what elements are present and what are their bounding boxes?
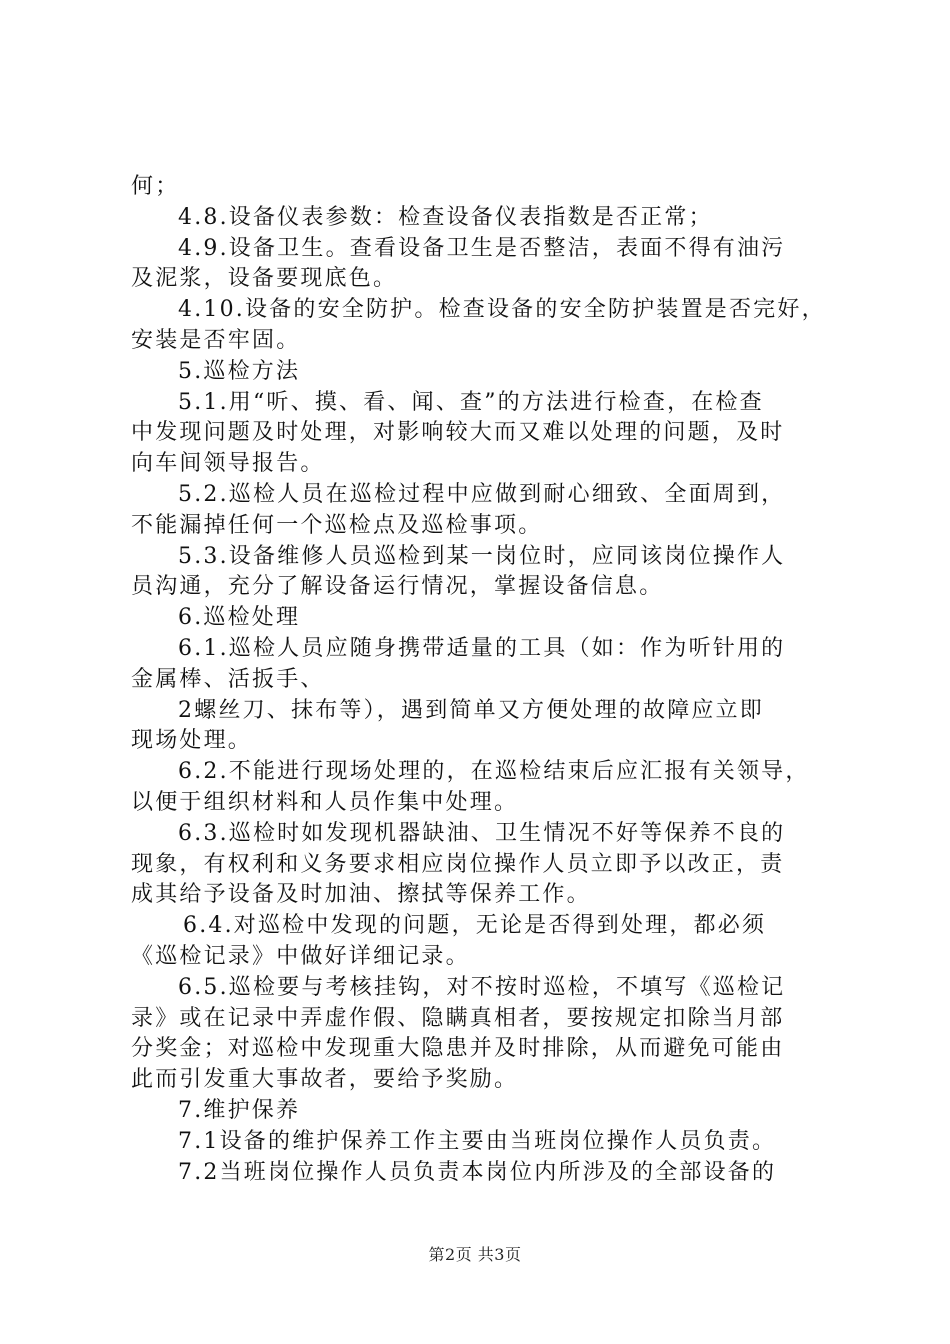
text-line: 6.3.巡检时如发现机器缺油、卫生情况不好等保养不良的 bbox=[178, 820, 786, 846]
text-line: 6.2.不能进行现场处理的，在巡检结束后应汇报有关领导， bbox=[178, 759, 810, 785]
text-line: 不能漏掉任何一个巡检点及巡检事项。 bbox=[131, 512, 543, 538]
text-line: 4.8.设备仪表参数：检查设备仪表指数是否正常； bbox=[178, 204, 713, 230]
text-line: 分奖金；对巡检中发现重大隐患并及时排除，从而避免可能由 bbox=[131, 1036, 785, 1062]
section-heading: 5.巡检方法 bbox=[178, 358, 301, 384]
text-line: 现场处理。 bbox=[131, 728, 253, 754]
text-line: 4.9.设备卫生。查看设备卫生是否整洁，表面不得有油污 bbox=[178, 235, 786, 261]
text-line: 5.2.巡检人员在巡检过程中应做到耐心细致、全面周到， bbox=[178, 481, 786, 507]
text-line: 成其给予设备及时加油、擦拭等保养工作。 bbox=[131, 882, 591, 908]
text-line: 6.5.巡检要与考核挂钩，对不按时巡检，不填写《巡检记 bbox=[178, 974, 786, 1000]
text-line: 7.1设备的维护保养工作主要由当班岗位操作人员负责。 bbox=[178, 1128, 777, 1154]
page-footer bbox=[0, 1242, 950, 1265]
text-line: 7.2当班岗位操作人员负责本岗位内所涉及的全部设备的 bbox=[178, 1159, 777, 1185]
text-line: 6.4.对巡检中发现的问题，无论是否得到处理，都必须 bbox=[183, 913, 767, 939]
text-line: 安装是否牢固。 bbox=[131, 327, 301, 353]
text-line: 5.3.设备维修人员巡检到某一岗位时，应同该岗位操作人 bbox=[178, 543, 786, 569]
text-line: 及泥浆，设备要现底色。 bbox=[131, 266, 398, 292]
text-line: 中发现问题及时处理，对影响较大而又难以处理的问题，及时 bbox=[131, 420, 785, 446]
text-line: 2螺丝刀、抹布等），遇到简单又方便处理的故障应立即 bbox=[178, 697, 764, 723]
text-line: 以便于组织材料和人员作集中处理。 bbox=[131, 789, 519, 815]
text-line: 向车间领导报告。 bbox=[131, 451, 325, 477]
section-heading: 6.巡检处理 bbox=[178, 605, 301, 631]
document-body bbox=[131, 172, 831, 1188]
text-line: 员沟通，充分了解设备运行情况，掌握设备信息。 bbox=[131, 574, 664, 600]
text-line: 5.1.用“听、摸、看、闻、查”的方法进行检查，在检查 bbox=[178, 389, 764, 415]
section-heading: 7.维护保养 bbox=[178, 1097, 301, 1123]
text-line: 此而引发重大事故者，要给予奖励。 bbox=[131, 1067, 519, 1093]
text-line: 金属棒、活扳手、 bbox=[131, 666, 325, 692]
page-number-label: 第2页 共3页 bbox=[428, 1245, 522, 1264]
text-line: 6.1.巡检人员应随身携带适量的工具（如：作为听针用的 bbox=[178, 635, 786, 661]
text-line: 何； bbox=[131, 174, 180, 199]
text-line: 现象，有权利和义务要求相应岗位操作人员立即予以改正，责 bbox=[131, 851, 785, 877]
text-line: 录》或在记录中弄虚作假、隐瞒真相者，要按规定扣除当月部 bbox=[131, 1005, 785, 1031]
text-line: 《巡检记录》中做好详细记录。 bbox=[131, 943, 470, 969]
text-line: 4.10.设备的安全防护。检查设备的安全防护装置是否完好， bbox=[178, 297, 826, 323]
